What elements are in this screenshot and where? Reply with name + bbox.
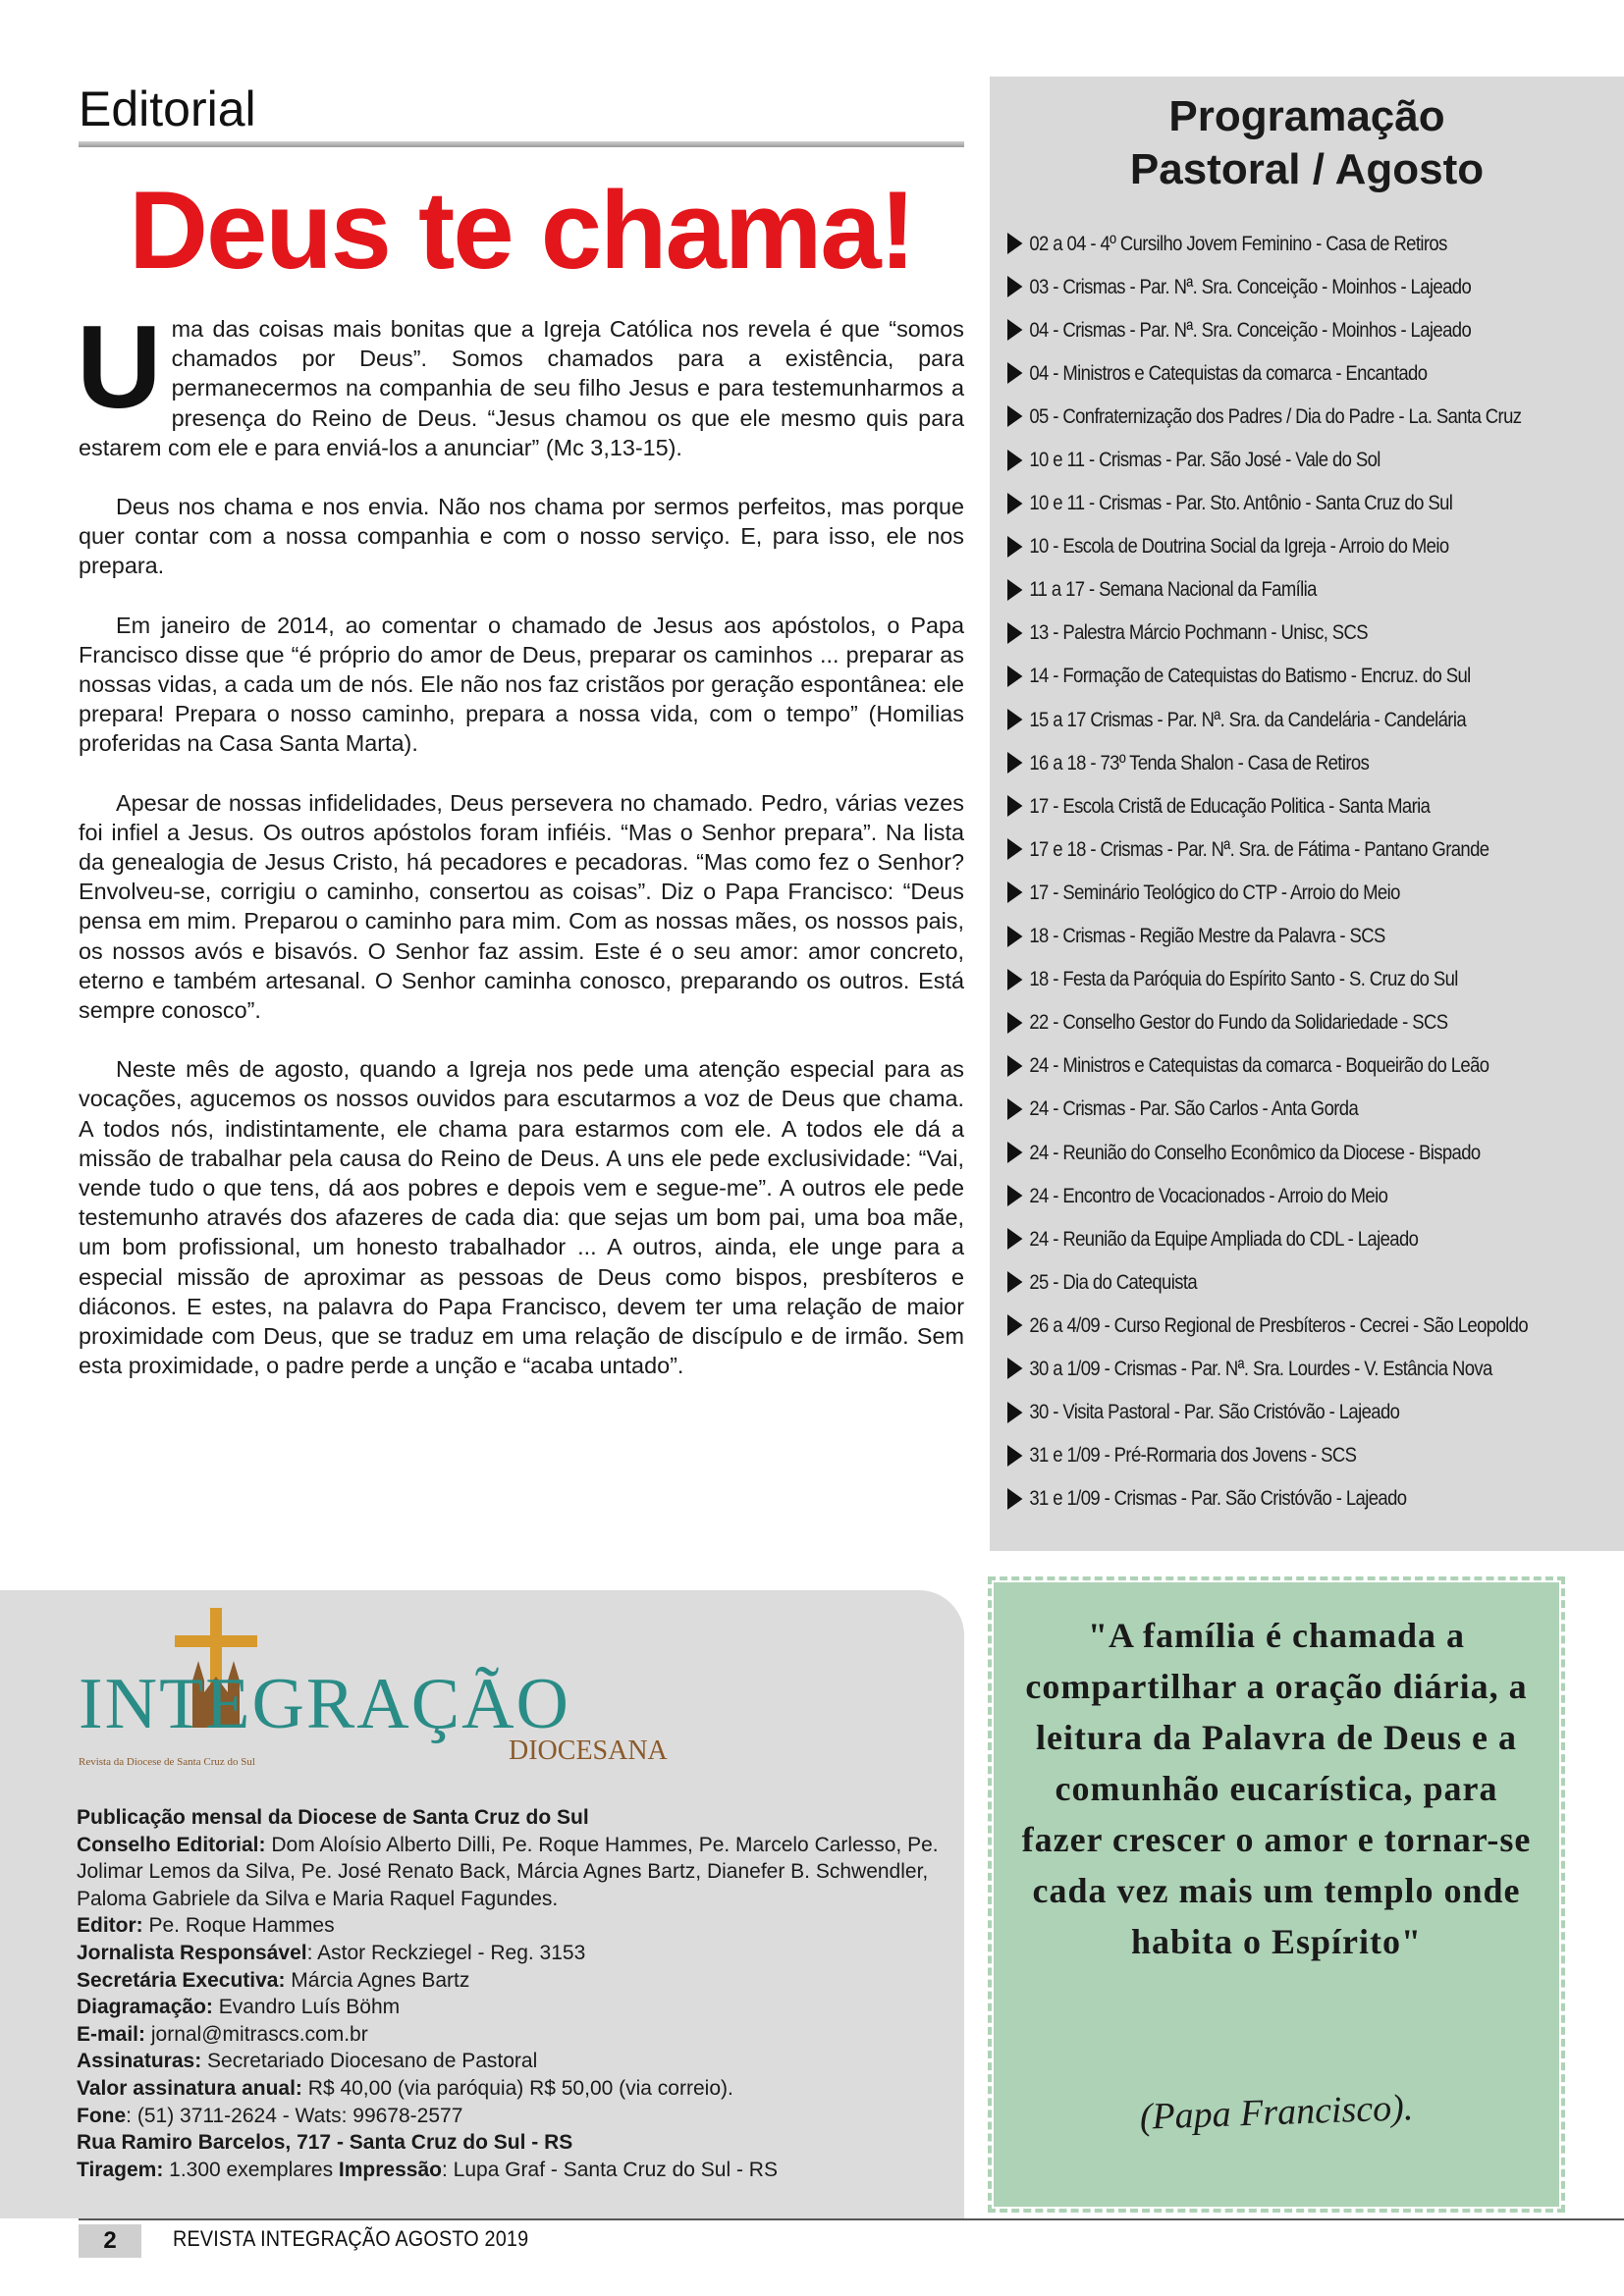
schedule-item	[1007, 698, 1528, 741]
play-arrow-icon	[1007, 1271, 1022, 1293]
footer-divider	[79, 2218, 1624, 2220]
play-arrow-icon	[1007, 1228, 1022, 1250]
schedule-item-label: 16 a 18 - 73º Tenda Shalon - Casa de Retiros	[1029, 750, 1370, 774]
play-arrow-icon	[1007, 795, 1022, 817]
print-line: Tiragem: 1.300 exemplares Impressão: Lupa Graf - Santa Cruz do Sul - RS	[77, 2158, 778, 2181]
play-arrow-icon	[1007, 666, 1022, 687]
schedule-item-label: 24 - Reunião da Equipe Ampliada do CDL - Lajeado	[1029, 1226, 1419, 1251]
schedule-item	[1007, 525, 1528, 568]
play-arrow-icon	[1007, 1314, 1022, 1336]
schedule-item-label: 22 - Conselho Gestor do Fundo da Solidariedade - SCS	[1029, 1010, 1448, 1035]
play-arrow-icon	[1007, 1358, 1022, 1379]
editor-line: Editor: Pe. Roque Hammes	[77, 1914, 335, 1938]
editorial-paragraph: Deus nos chama e nos envia. Não nos chama por sermos perfeitos, mas porque quer contar com a nossa companhia e com o nosso serviço. E, para isso, ele nos prepara.	[79, 494, 964, 579]
play-arrow-icon	[1007, 362, 1022, 384]
schedule-item-label: 17 - Seminário Teológico do CTP - Arroio do Meio	[1029, 880, 1400, 904]
editorial-body	[77, 301, 964, 1411]
editorial-paragraph: Apesar de nossas infidelidades, Deus persevera no chamado. Pedro, várias vezes foi infiel a Jesus. Os outros apóstolos foram infiéis. “Mas o Senhor preparа”. Na lista da genealogia de Jesus Cristo, há pecadores e pecadoras. “Mas como fez o Senhor? Envolveu-se, corrigiu o caminho, consertou as coisas”. Diz o Papa Francisco: “Deus pensa em mim. Preparou o caminho para mim. Com as nossas mães, os nossos pais, os nossos avós e bisavós. O Senhor faz assim. Este é o seu amor: amor concreto, eterno e também artesanal. O Senhor caminha conosco, preparando os outros. Está sempre conosco”.	[79, 789, 964, 1024]
logo-tagline: Revista da Diocese de Santa Cruz do Sul	[79, 1756, 255, 1768]
schedule-item-label: 31 e 1/09 - Pré-Rormaria dos Jovens - SCS	[1029, 1443, 1357, 1468]
schedule-item-label: 04 - Ministros e Catequistas da comarca - Encantado	[1029, 360, 1428, 385]
schedule-item-label: 17 e 18 - Crismas - Par. Nª. Sra. de Fátima - Pantano Grande	[1029, 836, 1489, 861]
play-arrow-icon	[1007, 1445, 1022, 1467]
schedule-item	[1007, 351, 1528, 395]
play-arrow-icon	[1007, 579, 1022, 601]
schedule-item	[1007, 308, 1528, 351]
schedule-item-label: 05 - Confraternização dos Padres / Dia do Padre - La. Santa Cruz	[1029, 403, 1522, 428]
schedule-item-label: 31 e 1/09 - Crismas - Par. São Cristóvão - Lajeado	[1029, 1486, 1407, 1511]
layout-line: Diagramação: Evandro Luís Böhm	[77, 1996, 401, 2019]
play-arrow-icon	[1007, 1185, 1022, 1206]
council-line: Conselho Editorial: Dom Aloísio Alberto Dilli, Pe. Roque Hammes, Pe. Marcelo Carlesso, Pe. Jolimar Lemos da Silva, Pe. José Renato Back, Márcia Agnes Bartz, Dianefer B. Schwendler, Paloma Gabriele da Silva e Maria Raquel Fagundes.	[77, 1833, 939, 1910]
play-arrow-icon	[1007, 969, 1022, 990]
schedule-item	[1007, 828, 1528, 871]
schedule-item-label: 26 a 4/09 - Curso Regional de Presbíteros - Cecrei - São Leopoldo	[1029, 1312, 1529, 1337]
schedule-item-label: 15 a 17 Crismas - Par. Nª. Sra. da Candelária - Candelária	[1029, 707, 1467, 731]
play-arrow-icon	[1007, 926, 1022, 947]
play-arrow-icon	[1007, 319, 1022, 341]
schedule-item	[1007, 1477, 1528, 1521]
schedule-item-label: 24 - Ministros e Catequistas da comarca - Boqueirão do Leão	[1029, 1053, 1489, 1078]
schedule-item	[1007, 1304, 1528, 1347]
schedule-item	[1007, 1217, 1528, 1260]
editorial-paragraph: Uma das coisas mais bonitas que a Igreja Católica nos revela é que “somos chamados por Deus”. Somos chamados para a existência, para permanecermos na companhia de seu filho Jesus e para testemunharmos a presença do Reino de Deus. “Jesus chamou os que ele mesmo quis para estarem com ele e para enviá-los a anunciar” (Mc 3,13-15).	[77, 301, 964, 460]
schedule-item-label: 25 - Dia do Catequista	[1029, 1269, 1198, 1294]
play-arrow-icon	[1007, 1055, 1022, 1077]
play-arrow-icon	[1007, 1488, 1022, 1510]
schedule-item	[1007, 1260, 1528, 1304]
schedule-panel	[990, 77, 1624, 1551]
schedule-item	[1007, 1391, 1528, 1434]
play-arrow-icon	[1007, 838, 1022, 860]
schedule-item	[1007, 1347, 1528, 1390]
play-arrow-icon	[1007, 1402, 1022, 1423]
schedule-item-label: 10 - Escola de Doutrina Social da Igreja - Arroio do Meio	[1029, 534, 1449, 559]
play-arrow-icon	[1007, 276, 1022, 297]
journalist-line: Jornalista Responsável: Astor Reckziegel - Reg. 3153	[77, 1941, 586, 1964]
quote-author: (Papa Francisco).	[1139, 2087, 1414, 2138]
schedule-item	[1007, 958, 1528, 1001]
schedule-item	[1007, 482, 1528, 525]
schedule-item-label: 24 - Reunião do Conselho Econômico da Diocese - Bispado	[1029, 1140, 1481, 1164]
schedule-item	[1007, 1434, 1528, 1477]
section-label: Editorial	[79, 81, 256, 136]
schedule-item-label: 10 e 11 - Crismas - Par. Sto. Antônio - Santa Cruz do Sul	[1029, 491, 1453, 515]
editorial-paragraph: Neste mês de agosto, quando a Igreja nos pede uma atenção especial para as vocações, agucemos os nossos ouvidos para escutarmos a voz de Deus que chama. A todos nós, indistintamente, ele chama para estarmos com ele. A todos ele dá a missão de trabalhar pela causa do Reino de Deus. A uns ele pede exclusividade: “Vai, vende tudo o que tens, dá aos pobres e depois vem e segue-me”. A outros ele pede testemunho através dos afazeres de cada dia: que sejas um bom pai, uma boa mãe, um bom profissional, um honesto trabalhador ... A outros, ainda, ele unge para a especial missão de aproximar as pessoas de Deus como bispos, presbíteros e diáconos. E estes, na palavra do Papa Francisco, devem ter uma relação de maior proximidade com Deus, que se traduz em uma relação de discípulo e de irmão. Sem esta proximidade, o padre perde a unção e “acaba untado”.	[79, 1056, 964, 1379]
schedule-item-label: 18 - Festa da Paróquia do Espírito Santo - S. Cruz do Sul	[1029, 967, 1458, 991]
address-line: Rua Ramiro Barcelos, 717 - Santa Cruz do Sul - RS	[77, 2131, 573, 2155]
play-arrow-icon	[1007, 1012, 1022, 1034]
play-arrow-icon	[1007, 752, 1022, 774]
schedule-item-label: 13 - Palestra Márcio Pochmann - Unisc, SCS	[1029, 620, 1369, 645]
schedule-item	[1007, 612, 1528, 655]
schedule-item	[1007, 1044, 1528, 1088]
play-arrow-icon	[1007, 709, 1022, 730]
play-arrow-icon	[1007, 881, 1022, 903]
schedule-item	[1007, 395, 1528, 438]
schedule-item-label: 10 e 11 - Crismas - Par. São José - Vale do Sol	[1029, 448, 1380, 472]
schedule-item	[1007, 741, 1528, 784]
schedule-item	[1007, 568, 1528, 612]
schedule-list	[1007, 222, 1612, 1521]
schedule-item-label: 30 - Visita Pastoral - Par. São Cristóvão - Lajeado	[1029, 1400, 1400, 1424]
schedule-item-label: 24 - Crismas - Par. São Carlos - Anta Gorda	[1029, 1096, 1359, 1121]
section-divider	[79, 141, 964, 147]
headline: Deus te chama!	[129, 169, 914, 292]
phone-line: Fone: (51) 3711-2624 - Wats: 99678-2577	[77, 2104, 463, 2127]
play-arrow-icon	[1007, 536, 1022, 558]
logo-subtitle: DIOCESANA	[509, 1735, 668, 1766]
play-arrow-icon	[1007, 622, 1022, 644]
schedule-item-label: 17 - Escola Cristã de Educação Politica - Santa Maria	[1029, 793, 1431, 818]
play-arrow-icon	[1007, 233, 1022, 254]
play-arrow-icon	[1007, 493, 1022, 514]
logo-wordmark: INTEGRAÇÃO	[79, 1664, 570, 1744]
schedule-item	[1007, 438, 1528, 481]
schedule-item	[1007, 1001, 1528, 1044]
play-arrow-icon	[1007, 405, 1022, 427]
page-number: 2	[79, 2224, 141, 2258]
schedule-title: Programação Pastoral / Agosto	[1129, 92, 1485, 193]
editorial-paragraph: Em janeiro de 2014, ao comentar o chamado de Jesus aos apóstolos, o Papa Francisco disse que “é próprio do amor de Deus, preparar os caminhos ... preparar as nossas vidas, a cada um de nós. Ele não nos faz cristãos por geração espontânea: ele prepara! Prepara o nosso caminho, prepara a nossa vida, com o tempo” (Homilias proferidas na Casa Santa Marta).	[79, 612, 964, 757]
schedule-item	[1007, 265, 1528, 308]
schedule-item-label: 24 - Encontro de Vocacionados - Arroio do Meio	[1029, 1183, 1388, 1207]
masthead-info	[77, 1804, 960, 2183]
play-arrow-icon	[1007, 1098, 1022, 1120]
schedule-item-label: 04 - Crismas - Par. Nª. Sra. Conceição - Moinhos - Lajeado	[1029, 317, 1472, 342]
email-line: E-mail: jornal@mitrascs.com.br	[77, 2022, 368, 2046]
schedule-item	[1007, 1088, 1528, 1131]
schedule-item-label: 11 a 17 - Semana Nacional da Família	[1029, 577, 1317, 602]
schedule-item-label: 14 - Formação de Catequistas do Batismo - Encruz. do Sul	[1029, 664, 1471, 688]
schedule-item	[1007, 222, 1528, 265]
secretary-line: Secretária Executiva: Márcia Agnes Bartz	[77, 1968, 470, 1992]
play-arrow-icon	[1007, 1142, 1022, 1163]
schedule-item	[1007, 871, 1528, 914]
play-arrow-icon	[1007, 450, 1022, 471]
schedule-item	[1007, 1174, 1528, 1217]
integracao-logo	[77, 1602, 715, 1779]
subscriptions-line: Assinaturas: Secretariado Diocesano de Pastoral	[77, 2050, 538, 2073]
running-title: REVISTA INTEGRAÇÃO AGOSTO 2019	[173, 2226, 529, 2251]
schedule-item-label: 02 a 04 - 4º Cursilho Jovem Feminino - Casa de Retiros	[1029, 231, 1447, 255]
schedule-item	[1007, 1131, 1528, 1174]
quote-text: "A família é chamada a compartilhar a oração diária, a leitura da Palavra de Deus e a comunhão eucarística, para fazer crescer o amor e tornar-se cada vez mais um templo onde habita o Espírito"	[1021, 1616, 1532, 1961]
schedule-item-label: 30 a 1/09 - Crismas - Par. Nª. Sra. Lourdes - V. Estância Nova	[1029, 1356, 1492, 1380]
schedule-item	[1007, 784, 1528, 828]
schedule-item-label: 03 - Crismas - Par. Nª. Sra. Conceição - Moinhos - Lajeado	[1029, 274, 1472, 298]
price-line: Valor assinatura anual: R$ 40,00 (via paróquia) R$ 50,00 (via correio).	[77, 2076, 733, 2100]
publication-line: Publicação mensal da Diocese de Santa Cruz do Sul	[77, 1806, 589, 1829]
schedule-item-label: 18 - Crismas - Região Mestre da Palavra - SCS	[1029, 924, 1385, 948]
schedule-item	[1007, 655, 1528, 698]
drop-cap: U	[77, 301, 162, 433]
schedule-item	[1007, 915, 1528, 958]
